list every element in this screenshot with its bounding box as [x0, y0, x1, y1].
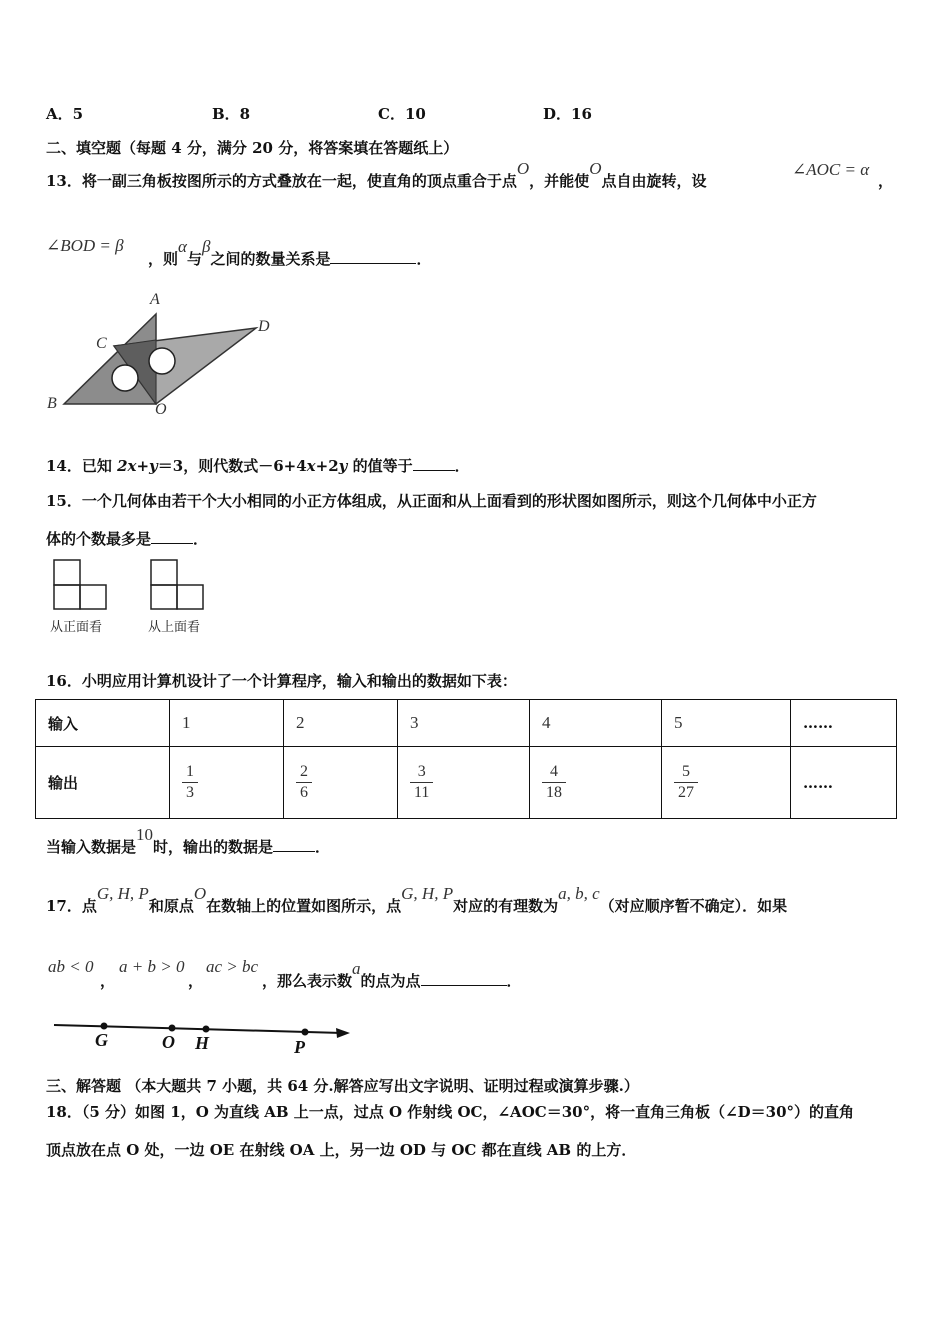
q17-end: ．: [506, 972, 522, 990]
table-row-output: [36, 747, 897, 819]
q13-point-o-2: O: [589, 159, 602, 178]
input-cell: 3: [398, 700, 530, 747]
q17-text-2: 和原点: [148, 897, 194, 915]
axis-label-g: G: [95, 1030, 108, 1050]
triangle-hole-right: [149, 348, 175, 374]
q13-end: ．: [416, 250, 432, 268]
output-fraction: $\frac{2}{6}$: [296, 762, 312, 803]
table-row-input: [36, 700, 897, 747]
fig-label-o: O: [155, 401, 167, 418]
triangle-hole-left: [112, 365, 138, 391]
q14-answer-blank[interactable]: [413, 470, 455, 471]
q13-text-1: 13．将一副三角板按图所示的方式叠放在一起，使直角的顶点重合于点: [46, 172, 517, 190]
q18-line2: 顶点放在点 O 处，一边 OE 在射线 OA 上，另一边 OD 与 OC 都在直线 AB 的上方．: [46, 1141, 637, 1159]
q17-line2: [262, 959, 522, 991]
axis-label-p: P: [294, 1037, 305, 1057]
front-view-cell: [54, 560, 80, 585]
section2-title: 二、填空题（每题 4 分，满分 20 分，将答案填在答题纸上）: [46, 139, 459, 157]
q13-answer-blank[interactable]: [330, 263, 416, 264]
q16-question: [46, 825, 331, 857]
q14-end: ．: [454, 457, 470, 475]
top-view-cell: [151, 585, 177, 609]
q13-text-5: 与: [186, 250, 202, 268]
q13-alpha: α: [178, 237, 187, 256]
q13-angle-bod: ∠BOD = β: [46, 236, 124, 255]
option-b: B．8: [212, 105, 251, 123]
q17-answer-blank[interactable]: [421, 985, 507, 986]
q15-answer-blank[interactable]: [151, 543, 193, 544]
q16-text-2: 时，输出的数据是: [153, 838, 274, 856]
q16-text-1: 当输入数据是: [46, 838, 137, 856]
q17-points-ghp: G, H, P: [96, 884, 149, 903]
output-cell: [170, 747, 284, 819]
input-cell: 2: [284, 700, 398, 747]
output-fraction: $\frac{5}{27}$: [674, 762, 698, 803]
q17-origin-o: O: [193, 884, 207, 903]
q17-sep-1: ，: [100, 972, 116, 990]
q17-cond-3: ac > bc: [206, 957, 259, 976]
number-line-arrow: [336, 1028, 350, 1038]
q17-sep-2: ，: [188, 972, 204, 990]
q13-text-3: 点自由旋转，设: [601, 172, 707, 190]
q14-text-4: 的值等于: [347, 457, 413, 475]
q15-text: 体的个数最多是: [46, 530, 152, 548]
q17-text-4: 对应的有理数为: [453, 897, 559, 915]
axis-label-o: O: [162, 1032, 175, 1052]
q17-cond-1: ab < 0: [48, 957, 94, 976]
q14-text-3: +2: [315, 457, 339, 475]
top-view-cell: [177, 585, 203, 609]
io-table: [35, 699, 897, 819]
q16-answer-blank[interactable]: [273, 851, 315, 852]
output-cell: [530, 747, 662, 819]
output-fraction: $\frac{1}{3}$: [182, 762, 198, 803]
q16-intro: 16．小明应用计算机设计了一个计算程序，输入和输出的数据如下表：: [46, 672, 517, 690]
fig-label-c: C: [96, 335, 107, 352]
q15-line1: 15．一个几何体由若干个大小相同的小正方体组成，从正面和从上面看到的形状图如图所示，则这个几何体中小正方: [46, 492, 817, 510]
q17-line1: [46, 884, 788, 916]
q14-text-2: ＝3，则代数式－6+4: [157, 457, 307, 475]
q14-line: [46, 455, 470, 476]
q17-text-3: 在数轴上的位置如图所示，点: [206, 897, 402, 915]
point-p: [302, 1029, 309, 1036]
top-view-caption: 从上面看: [148, 620, 201, 635]
q13-comma: ，: [878, 172, 894, 190]
q17-points-ghp-2: G, H, P: [401, 884, 454, 903]
q16-end: ．: [315, 838, 331, 856]
output-fraction: $\frac{3}{11}$: [410, 762, 433, 803]
output-header: 输出: [36, 747, 170, 819]
q18-line1: 18．（5 分）如图 1，O 为直线 AB 上一点，过点 O 作射线 OC，∠AOC＝30°，将一直角三角板（∠D＝30°）的直角: [46, 1103, 855, 1121]
option-a: A．5: [46, 105, 84, 123]
output-cell: [398, 747, 530, 819]
input-cell: 5: [662, 700, 791, 747]
input-cell: 4: [530, 700, 662, 747]
fig-label-a: A: [150, 291, 160, 308]
option-d: D．16: [543, 105, 592, 123]
fig-label-b: B: [47, 395, 57, 412]
option-c: C．10: [378, 105, 426, 123]
point-o: [169, 1025, 176, 1032]
q17-text-7: 的点为点: [360, 972, 421, 990]
q15-line2: [46, 528, 208, 549]
front-view-cell: [80, 585, 106, 609]
q17-a: a: [352, 959, 361, 978]
point-g: [101, 1023, 108, 1030]
q17-text-1: 17．点: [46, 897, 97, 915]
q13-line2: [148, 237, 432, 269]
front-view-figure: [50, 558, 114, 612]
axis-label-h: H: [195, 1033, 210, 1053]
q13-line1: [46, 159, 707, 191]
front-view-cell: [54, 585, 80, 609]
q13-beta: β: [201, 237, 211, 256]
q17-text-5: （对应顺序暂不确定）．如果: [599, 897, 788, 915]
q17-cond-2: a + b > 0: [119, 957, 185, 976]
input-cell: 1: [170, 700, 284, 747]
input-ellipsis: ……: [791, 700, 897, 747]
q13-angle-aoc: ∠AOC = α: [792, 160, 870, 179]
section3-title: 三、解答题 （本大题共 7 小题，共 64 分.解答应写出文字说明、证明过程或演算步骤.）: [46, 1077, 639, 1095]
q13-point-o: O: [516, 159, 530, 178]
output-cell: [284, 747, 398, 819]
q15-end: ．: [193, 530, 209, 548]
q13-text-2: ，并能使: [529, 172, 590, 190]
q17-numbers-abc: a, b, c: [558, 884, 600, 903]
output-ellipsis: ……: [791, 747, 897, 819]
point-h: [203, 1026, 210, 1033]
fig-label-d: D: [258, 318, 270, 335]
top-view-figure: [147, 558, 211, 612]
q17-text-6: ，那么表示数: [262, 972, 353, 990]
q14-expr-2: x: [306, 457, 316, 475]
q14-text-1: 14．已知: [46, 457, 118, 475]
output-fraction: $\frac{4}{18}$: [542, 762, 566, 803]
q14-expr-1: 2x+y: [117, 457, 158, 475]
q16-input-value: 10: [136, 825, 154, 844]
q13-text-4: ，则: [148, 250, 179, 268]
top-view-cell: [151, 560, 177, 585]
front-view-caption: 从正面看: [50, 620, 103, 635]
q13-text-6: 之间的数量关系是: [210, 250, 331, 268]
input-header: 输入: [36, 700, 170, 747]
output-cell: [662, 747, 791, 819]
q14-expr-3: y: [338, 457, 348, 475]
